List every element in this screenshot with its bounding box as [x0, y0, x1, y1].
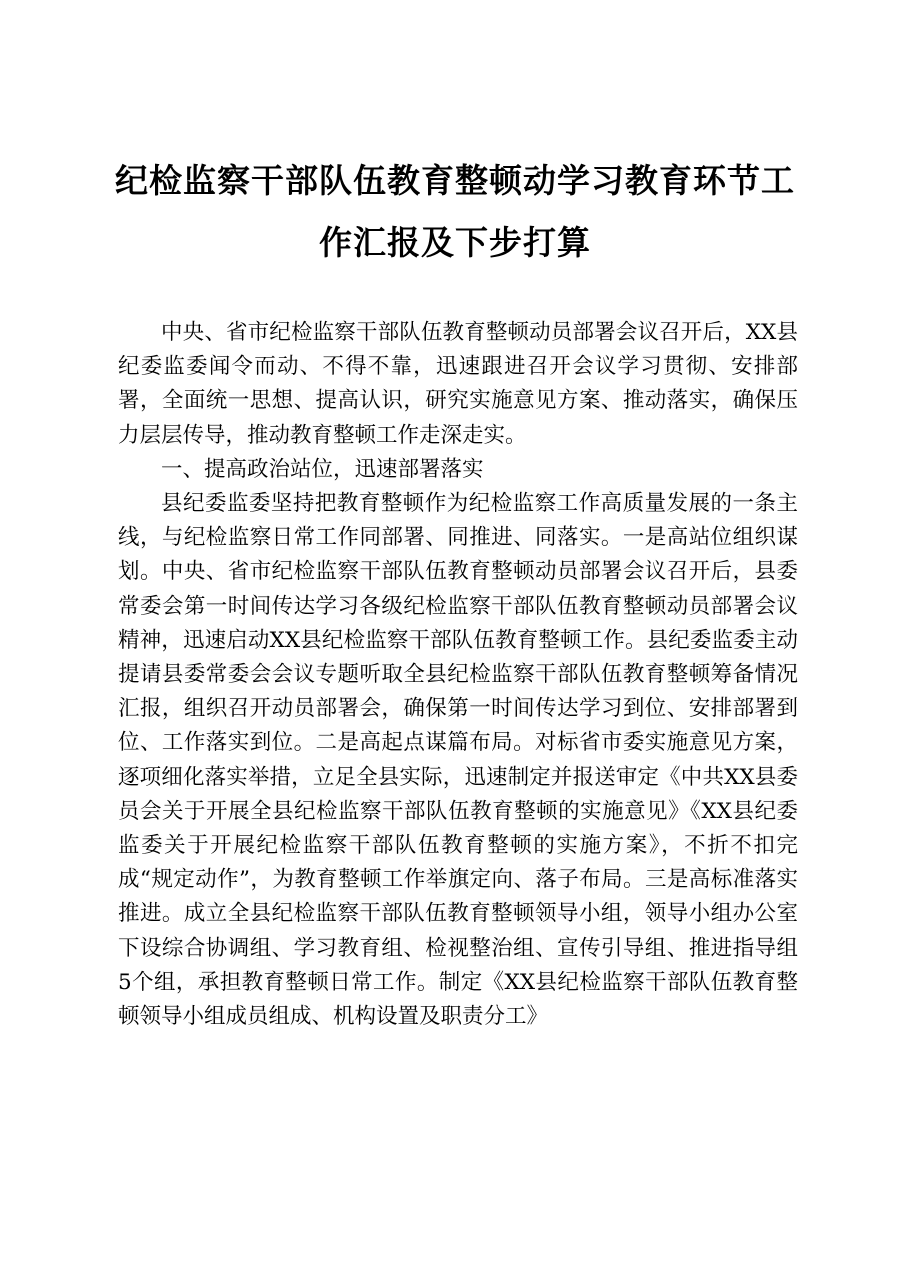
paragraph-intro: 中央、省市纪检监察干部队伍教育整顿动员部署会议召开后，XX县纪委监委闻令而动、不得不靠，迅速跟进召开会议学习贯彻、安排部署，全面统一思想、提高认识，研究实施意见方案、推动落实，确保压力层层传导，推动教育整顿工作走深走实。	[118, 320, 798, 448]
document-title: 纪检监察干部队伍教育整顿动学习教育环节工作汇报及下步打算	[115, 161, 795, 262]
document-body	[118, 316, 798, 1034]
section-heading-1: 一、提高政治站位，迅速部署落实	[161, 456, 484, 482]
paragraph-section-1: 县纪委监委坚持把教育整顿作为纪检监察工作高质量发展的一条主线，与纪检监察日常工作同部署、同推进、同落实。一是高站位组织谋划。中央、省市纪检监察干部队伍教育整顿动员部署会议召开后，县委常委会第一时间传达学习各级纪检监察干部队伍教育整顿动员部署会议精神，迅速启动XX县纪检监察干部队伍教育整顿工作。县纪委监委主动提请县委常委会会议专题听取全县纪检监察干部队伍教育整顿筹备情况汇报，组织召开动员部署会，确保第一时间传达学习到位、安排部署到位、工作落实到位。二是高起点谋篇布局。对标省市委实施意见方案，逐项细化落实举措，立足全县实际，迅速制定并报送审定《中共XX县委员会关于开展全县纪检监察干部队伍教育整顿的实施意见》《XX县纪委监委关于开展纪检监察干部队伍教育整顿的实施方案》，不折不扣完成“规定动作”，为教育整顿工作举旗定向、落子布局。三是高标准落实推进。成立全县纪检监察干部队伍教育整顿领导小组，领导小组办公室下设综合协调组、学习教育组、检视整治组、宣传引导组、推进指导组5个组，承担教育整顿日常工作。制定《XX县纪检监察干部队伍教育整顿领导小组成员组成、机构设置及职责分工》	[118, 491, 798, 1030]
